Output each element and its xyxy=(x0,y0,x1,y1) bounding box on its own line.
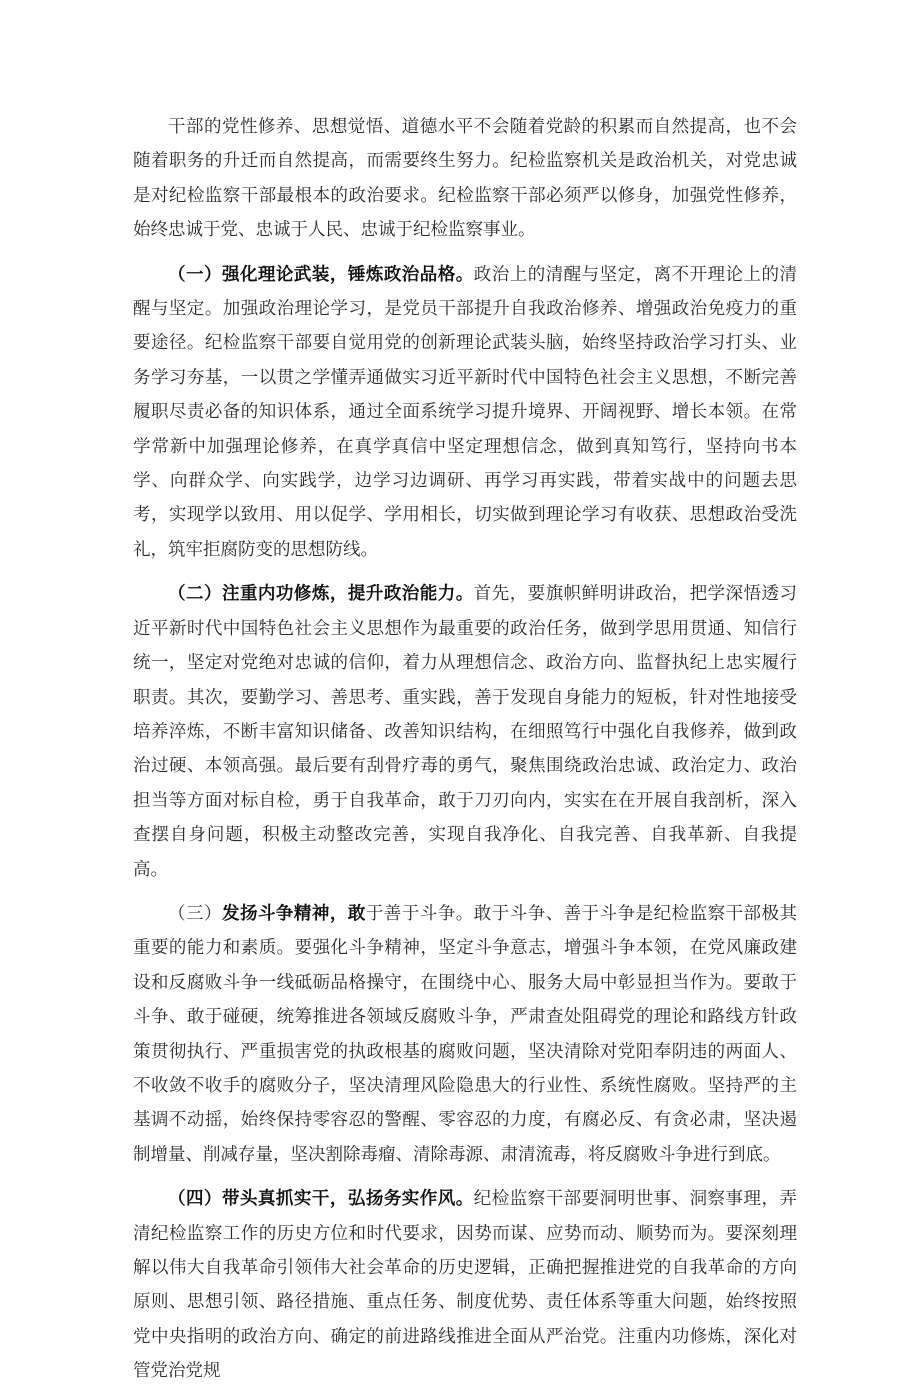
paragraph-text: 首先，要旗帜鲜明讲政治，把学深悟透习近平新时代中国特色社会主义思想作为最重要的政治任务，做到学思用贯通、知信行统一，坚定对党绝对忠诚的信仰，着力从理想信念、政治方向、监督执纪上忠实履行职责。其次，要勤学习、善思考、重实践，善于发现自身能力的短板，针对性地接受培养淬炼，不断丰富知识储备、改善知识结构，在细照笃行中强化自我修养，做到政治过硬、本领高强。最后要有刮骨疗毒的勇气，聚焦围绕政治忠诚、政治定力、政治担当等方面对标自检，勇于自我革命，敢于刀刃向内，实实在在开展自我剖析，深入查摆自身问题，积极主动整改完善，实现自我净化、自我完善、自我革新、自我提高。 xyxy=(133,584,797,880)
document-body xyxy=(133,110,797,1399)
section-heading-3: 发扬斗争精神，敢 xyxy=(221,903,366,924)
section-heading-prefix-3: （三） xyxy=(168,903,222,924)
paragraph-intro xyxy=(133,110,797,248)
section-heading-4: （四）带头真抓实干，弘扬务实作风。 xyxy=(168,1189,474,1210)
paragraph-text: 干部的党性修养、思想觉悟、道德水平不会随着党龄的积累而自然提高，也不会随着职务的升迁而自然提高，而需要终生努力。纪检监察机关是政治机关，对党忠诚是对纪检监察干部最根本的政治要求。纪检监察干部必须严以修身，加强党性修养，始终忠诚于党、忠诚于人民、忠诚于纪检监察事业。 xyxy=(133,117,797,241)
paragraph-text: 纪检监察干部要洞明世事、洞察事理，弄清纪检监察工作的历史方位和时代要求，因势而谋、应势而动、顺势而为。要深刻理解以伟大自我革命引领伟大社会革命的历史逻辑，正确把握推进党的自我革命的方向原则、思想引领、路径措施、重点任务、制度优势、责任体系等重大问题，始终按照党中央指明的政治方向、确定的前进路线推进全面从严治党。注重内功修炼，深化对管党治党规 xyxy=(133,1189,797,1382)
paragraph-section-3 xyxy=(133,897,797,1172)
section-heading-1: （一）强化理论武装，锤炼政治品格。 xyxy=(168,264,474,285)
section-heading-2: （二）注重内功修炼，提升政治能力。 xyxy=(168,584,474,605)
paragraph-text: 政治上的清醒与坚定，离不开理论上的清醒与坚定。加强政治理论学习，是党员干部提升自我政治修养、增强政治免疫力的重要途径。纪检监察干部要自觉用党的创新理论武装头脑，始终坚持政治学习打头、业务学习夯基，一以贯之学懂弄通做实习近平新时代中国特色社会主义思想，不断完善履职尽责必备的知识体系，通过全面系统学习提升境界、开阔视野、增长本领。在常学常新中加强理论修养，在真学真信中坚定理想信念，做到真知笃行，坚持向书本学、向群众学、向实践学，边学习边调研、再学习再实践，带着实战中的问题去思考，实现学以致用、用以促学、学用相长，切实做到理论学习有收获、思想政治受洗礼，筑牢拒腐防变的思想防线。 xyxy=(133,264,797,560)
paragraph-section-2 xyxy=(133,577,797,887)
paragraph-section-4 xyxy=(133,1182,797,1388)
paragraph-section-1 xyxy=(133,258,797,568)
paragraph-text: 于善于斗争。敢于斗争、善于斗争是纪检监察干部极其重要的能力和素质。要强化斗争精神，坚定斗争意志，增强斗争本领，在党风廉政建设和反腐败斗争一线砥砺品格操守，在围绕中心、服务大局中彰显担当作为。要敢于斗争、敢于碰硬，统筹推进各领域反腐败斗争，严肃查处阻碍党的理论和路线方针政策贯彻执行、严重损害党的执政根基的腐败问题，坚决清除对党阳奉阴违的两面人、不收敛不收手的腐败分子，坚决清理风险隐患大的行业性、系统性腐败。坚持严的主基调不动摇，始终保持零容忍的警醒、零容忍的力度，有腐必反、有贪必肃，坚决遏制增量、削减存量，坚决割除毒瘤、清除毒源、肃清流毒，将反腐败斗争进行到底。 xyxy=(133,903,798,1165)
